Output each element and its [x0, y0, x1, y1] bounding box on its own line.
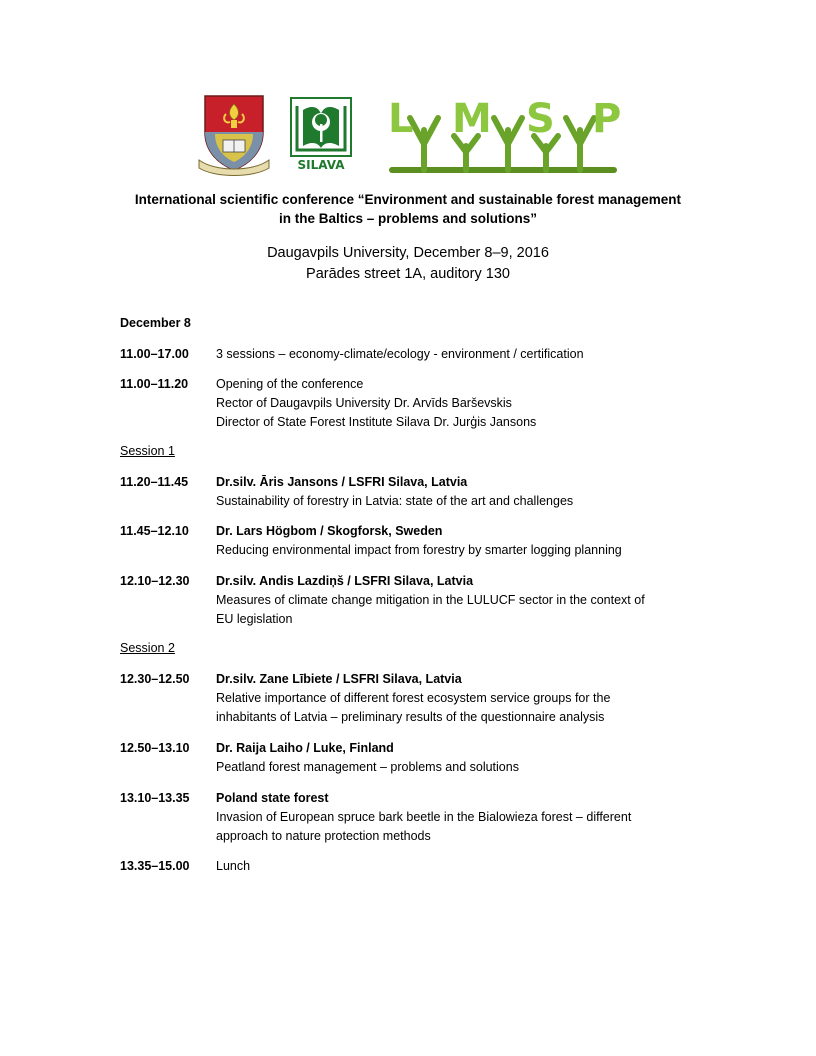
- lmsp-letter-p: P: [592, 96, 622, 142]
- entry-speaker: Dr.silv. Āris Jansons / LSFRI Silava, Latvia: [216, 475, 468, 489]
- session-heading: Session 2: [120, 641, 175, 655]
- entry-time: 12.50–13.10: [120, 741, 190, 755]
- entry-line: Peatland forest management – problems and solutions: [216, 760, 519, 774]
- title-line: in the Baltics – problems and solutions”: [278, 211, 538, 226]
- entry-time: 11.00–17.00: [120, 347, 189, 361]
- day-heading: December 8: [120, 316, 191, 330]
- title-line: International scientific conference “Environment and sustainable forest management: [134, 192, 682, 207]
- entry-time: 13.35–15.00: [120, 859, 190, 873]
- session-heading: Session 1: [120, 444, 175, 458]
- entry-line: Opening of the conference: [216, 377, 364, 391]
- entry-line: Rector of Daugavpils University Dr. Arvīds Barševskis: [216, 396, 512, 410]
- venue-address: Parādes street 1A, auditory 130: [306, 266, 510, 282]
- entry-speaker: Dr. Lars Högbom / Skogforsk, Sweden: [216, 524, 443, 538]
- venue-date: Daugavpils University, December 8–9, 2016: [267, 245, 549, 261]
- tree-roots-icon: [388, 96, 622, 176]
- entry-line: 3 sessions – economy-climate/ecology - environment / certification: [216, 347, 584, 361]
- entry-speaker: Dr. Raija Laiho / Luke, Finland: [216, 741, 394, 755]
- entry-time: 11.00–11.20: [120, 377, 189, 391]
- entry-time: 11.45–12.10: [120, 524, 189, 538]
- entry-line: EU legislation: [216, 612, 293, 626]
- entry-line: Director of State Forest Institute Silava Dr. Jurģis Jansons: [216, 415, 537, 429]
- logo-bar: [0, 0, 816, 180]
- venue-info: [90, 243, 726, 285]
- entry-time: 12.10–12.30: [120, 574, 190, 588]
- lmsp-letter-s: S: [526, 96, 555, 142]
- entry-line: approach to nature protection methods: [216, 829, 431, 843]
- coat-of-arms-icon: [195, 94, 273, 176]
- conference-title: [90, 190, 726, 228]
- entry-line: Lunch: [216, 859, 251, 873]
- entry-speaker: Dr.silv. Zane Lībiete / LSFRI Silava, Latvia: [216, 672, 462, 686]
- entry-time: 11.20–11.45: [120, 475, 189, 489]
- entry-line: Measures of climate change mitigation in the LULUCF sector in the context of: [216, 593, 645, 607]
- entry-speaker: Dr.silv. Andis Lazdiņš / LSFRI Silava, Latvia: [216, 574, 474, 588]
- lmsp-letter-m: M: [452, 96, 492, 142]
- entry-line: Relative importance of different forest ecosystem service groups for the: [216, 691, 611, 705]
- entry-line: Invasion of European spruce bark beetle in the Bialowieza forest – different: [216, 810, 632, 824]
- lmsp-letter-l: L: [388, 96, 414, 142]
- entry-speaker: Poland state forest: [216, 791, 329, 805]
- entry-line: Reducing environmental impact from forestry by smarter logging planning: [216, 543, 622, 557]
- entry-time: 12.30–12.50: [120, 672, 190, 686]
- entry-line: inhabitants of Latvia – preliminary results of the questionnaire analysis: [216, 710, 605, 724]
- tree-book-icon: [289, 96, 353, 176]
- entry-time: 13.10–13.35: [120, 791, 190, 805]
- silava-wordmark: SILAVA: [297, 158, 345, 172]
- entry-line: Sustainability of forestry in Latvia: state of the art and challenges: [216, 494, 574, 508]
